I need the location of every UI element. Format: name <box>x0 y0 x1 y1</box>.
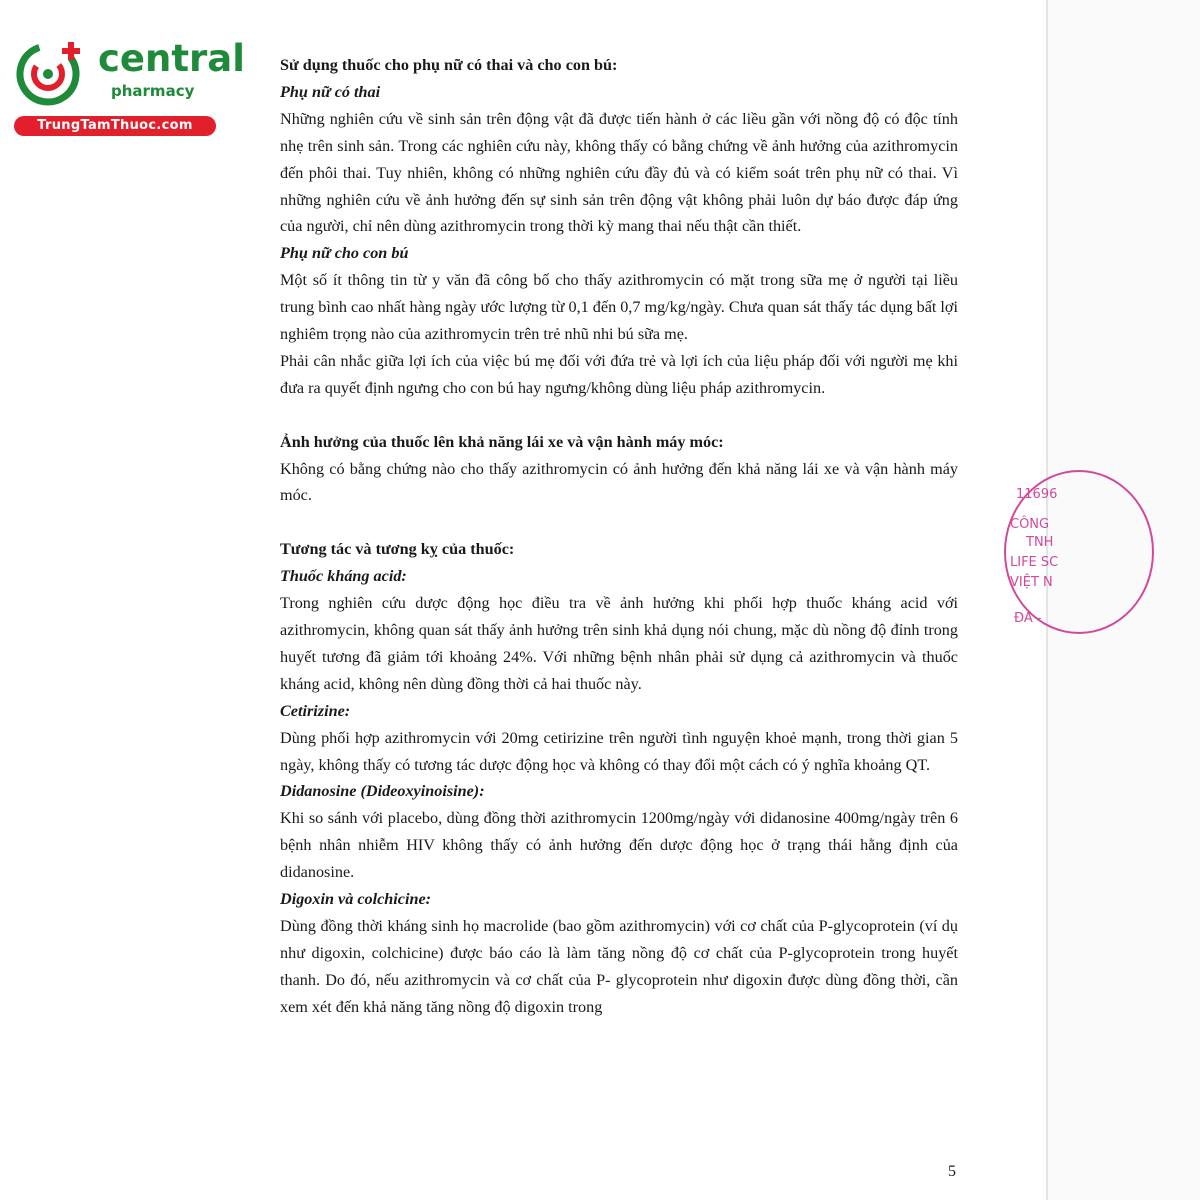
body-paragraph: Dùng phối hợp azithromycin với 20mg cetirizine trên người tình nguyện khoẻ mạnh, trong thời gian 5 ngày, không thấy có tương tác dược động học và không có thay đổi một cách có ý nghĩa khoảng QT. <box>280 728 958 774</box>
company-seal-stamp <box>1004 470 1059 636</box>
body-paragraph: Không có bằng chứng nào cho thấy azithromycin có ảnh hưởng đến khả năng lái xe và vận hành máy móc. <box>280 459 958 505</box>
section-gap <box>280 402 958 429</box>
stamp-text-4: LIFE SC <box>1010 555 1059 570</box>
section-subheading: Digoxin và colchicine: <box>280 890 432 909</box>
section-subheading: Phụ nữ cho con bú <box>280 244 409 263</box>
section-heading: Tương tác và tương kỵ của thuốc: <box>280 540 515 559</box>
body-paragraph: Phải cân nhắc giữa lợi ích của việc bú mẹ đối với đứa trẻ và lợi ích của liệu pháp đối với người mẹ khi đưa ra quyết định ngưng cho con bú hay ngưng/không dùng liệu pháp azithromycin. <box>280 351 958 397</box>
logo-url-badge[interactable]: TrungTamThuoc.com <box>14 116 216 136</box>
stamp-text-3: TNH <box>1026 535 1054 550</box>
stamp-text-6: ĐA - <box>1014 611 1042 626</box>
section-subheading: Phụ nữ có thai <box>280 82 381 101</box>
page-number: 5 <box>948 1163 956 1180</box>
section-subheading: Thuốc kháng acid: <box>280 567 407 586</box>
central-pharmacy-logo[interactable] <box>8 36 245 136</box>
section-heading: Ảnh hưởng của thuốc lên khả năng lái xe và vận hành máy móc: <box>280 432 724 451</box>
body-paragraph: Trong nghiên cứu dược động học điều tra về ảnh hưởng khi phối hợp thuốc kháng acid với azithromycin, không quan sát thấy ảnh hưởng trên sinh khả dụng nói chung, mặc dù nồng độ đỉnh trong huyết tương đã giảm tới khoảng 24%. Với những bệnh nhân phải sử dụng cả azithromycin và thuốc kháng acid, không nên dùng đồng thời cả hai thuốc này. <box>280 594 958 693</box>
logo-sub-text: pharmacy <box>111 82 195 100</box>
section-gap <box>280 509 958 536</box>
body-paragraph: Dùng đồng thời kháng sinh họ macrolide (bao gồm azithromycin) với cơ chất của P-glycoprotein (ví dụ như digoxin, colchicine) được báo cáo là làm tăng nồng độ cơ chất của P-glycoprotein trong huyết thanh. Do đó, nếu azithromycin và cơ chất của P- glycoprotein như digoxin được dùng đồng thời, cần xem xét đến khả năng tăng nồng độ digoxin trong <box>280 916 958 1016</box>
stamp-text-5: VIỆT N <box>1010 575 1053 590</box>
section-subheading: Cetirizine: <box>280 701 351 720</box>
stamp-text-2: CÔNG <box>1010 517 1050 532</box>
logo-brand-text: central <box>98 37 245 80</box>
body-paragraph: Khi so sánh với placebo, dùng đồng thời azithromycin 1200mg/ngày với didanosine 400mg/ngày trên 6 bệnh nhân nhiễm HIV không thấy có ảnh hưởng đến dược động học ở trạng thái hằng định của didanosine. <box>280 809 958 882</box>
section-heading: Sử dụng thuốc cho phụ nữ có thai và cho con bú: <box>280 56 618 74</box>
document-body <box>280 52 958 1021</box>
stamp-text-1: 11696 <box>1016 487 1058 502</box>
body-paragraph: Những nghiên cứu về sinh sản trên động vật đã được tiến hành ở các liều gần với nồng độ có độc tính nhẹ trên sinh sản. Trong các nghiên cứu này, không thấy có bằng chứng về ảnh hưởng của azithromycin đến phôi thai. Tuy nhiên, không có những nghiên cứu đầy đủ và có kiểm soát trên phụ nữ có thai. Vì những nghiên cứu về ảnh hưởng đến sự sinh sản trên động vật không phải luôn dự báo được đáp ứng của người, chỉ nên dùng azithromycin trong thời kỳ mang thai nếu thật cần thiết. <box>280 109 958 236</box>
section-subheading: Didanosine (Dideoxyinoisine): <box>280 782 485 801</box>
body-paragraph: Một số ít thông tin từ y văn đã công bố cho thấy azithromycin có mặt trong sữa mẹ ở người tại liều trung bình cao nhất hàng ngày ước lượng từ 0,1 đến 0,7 mg/kg/ngày. Chưa quan sát thấy tác dụng bất lợi nghiêm trọng nào của azithromycin trên trẻ nhũ nhi bú sữa mẹ. <box>280 271 958 344</box>
pharmacy-cross-logo-icon <box>12 38 92 110</box>
